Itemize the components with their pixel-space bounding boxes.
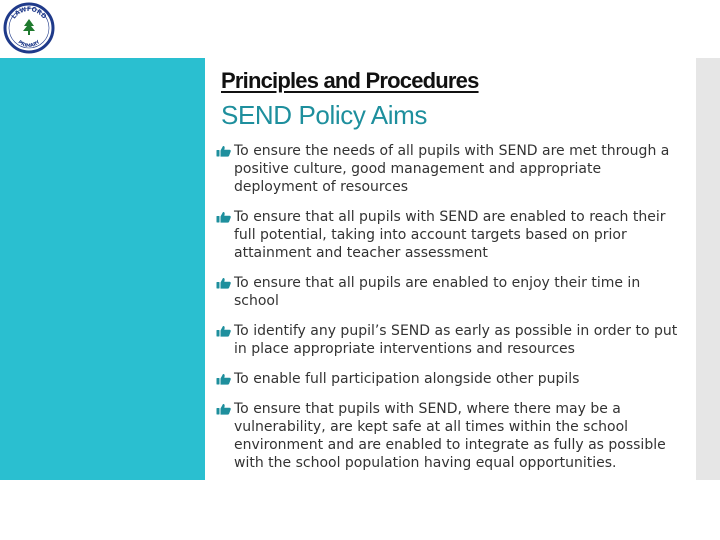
logo-bottom-text: PRIMARY [16, 40, 42, 50]
aim-text: To ensure that all pupils with SEND are enabled to reach their full potential, taking into account targets based on prior attainment and teacher assessment [234, 209, 666, 261]
aim-text: To identify any pupil’s SEND as early as possible in order to put in place appropriate interventions and resources [234, 323, 678, 357]
list-item [216, 208, 678, 262]
slide-subtitle: SEND Policy Aims [221, 100, 427, 130]
list-item [216, 370, 678, 388]
left-accent-band [0, 58, 205, 480]
right-accent-band [696, 58, 720, 480]
list-item [216, 142, 678, 196]
school-logo [3, 2, 55, 54]
aim-text: To ensure the needs of all pupils with SEND are met through a positive culture, good management and appropriate deployment of resources [234, 143, 670, 195]
thumbs-up-icon [216, 211, 232, 223]
aim-text: To enable full participation alongside other pupils [234, 371, 580, 387]
list-item [216, 400, 678, 472]
aim-text: To ensure that all pupils are enabled to enjoy their time in school [234, 275, 641, 309]
aims-list [216, 142, 678, 484]
thumbs-up-icon [216, 403, 232, 415]
slide-title: Principles and Procedures [221, 68, 479, 93]
list-item [216, 322, 678, 358]
thumbs-up-icon [216, 277, 232, 289]
thumbs-up-icon [216, 373, 232, 385]
thumbs-up-icon [216, 325, 232, 337]
logo-top-text: LAWFORD [10, 5, 48, 21]
thumbs-up-icon [216, 145, 232, 157]
list-item [216, 274, 678, 310]
aim-text: To ensure that pupils with SEND, where there may be a vulnerability, are kept safe at all times within the school environment and are enabled to integrate as fully as possible with the school population having equal opportunities. [234, 401, 666, 471]
